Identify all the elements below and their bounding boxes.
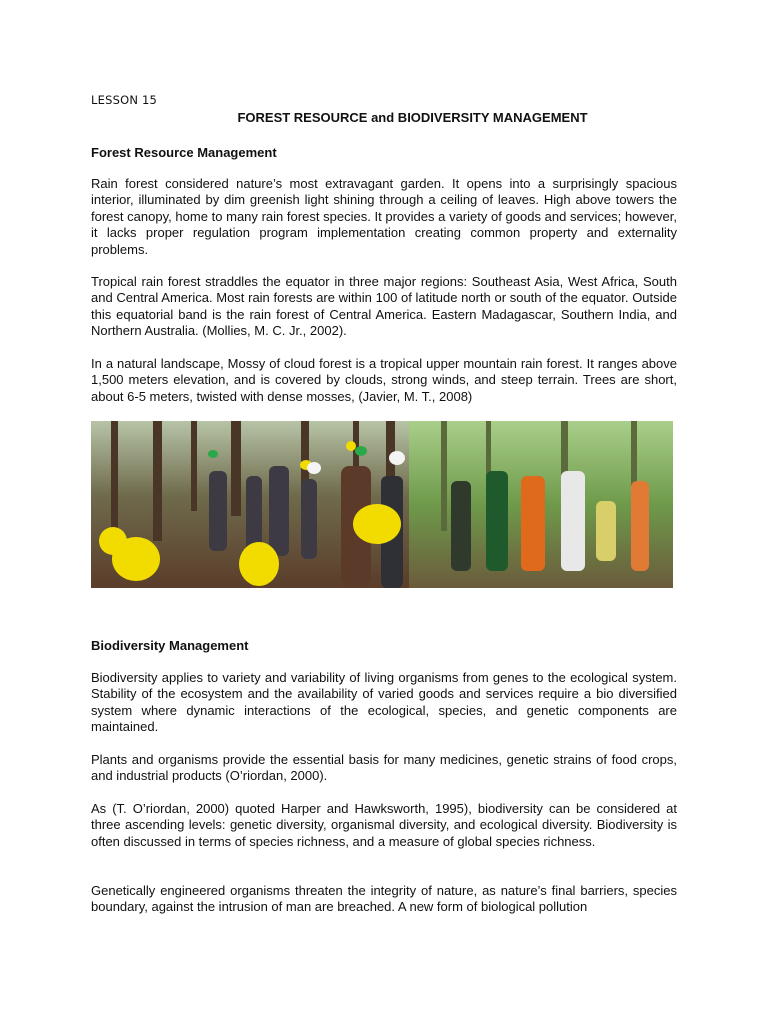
page-title: FOREST RESOURCE and BIODIVERSITY MANAGEMENT [237, 110, 588, 125]
paragraph-tropical: Tropical rain forest straddles the equator in three major regions: Southeast Asia, West Africa, South and Central America. Most rain forests are within 100 of latitude north or south of the equator. Outside this equatorial band is the rain forest of Central America. Eastern Madagascar, Southern India, and Northern Australia. (Mollies, M. C. Jr., 2002). [91, 274, 677, 339]
lesson-label: LESSON 15 [91, 93, 158, 107]
paragraph-three-levels: As (T. O’riordan, 2000) quoted Harper and Hawksworth, 1995), biodiversity can be considered at three ascending levels: genetic diversity, organismal diversity, and ecological diversity. Biodiversity is often discussed in terms of species richness, and a measure of global species richness. [91, 801, 677, 849]
paragraph-rain-forest: Rain forest considered nature’s most extravagant garden. It opens into a surprisingly spacious interior, illuminated by dim greenish light shining through a ceiling of leaves. High above towers the forest canopy, home to many rain forest species. It provides a variety of goods and services; however, it lacks proper regulation program implementation creating common property and externality problems. [91, 176, 677, 257]
paragraph-biodiversity-definition: Biodiversity applies to variety and variability of living organisms from genes to the ecological system. Stability of the ecosystem and the availability of varied goods and services require a bio diversified system where dynamic interactions of the ecological, species, and genetic components are maintained. [91, 670, 677, 735]
paragraph-mossy-forest: In a natural landscape, Mossy of cloud forest is a tropical upper mountain rain forest. It ranges above 1,500 meters elevation, and is covered by clouds, strong winds, and steep terrain. Trees are short, about 6-5 meters, twisted with dense mosses, (Javier, M. T., 2008) [91, 356, 677, 404]
paragraph-plants-organisms: Plants and organisms provide the essential basis for many medicines, genetic strains of food crops, and industrial products (O’riordan, 2000). [91, 752, 677, 784]
forest-photo [91, 421, 673, 588]
section-heading-biodiversity: Biodiversity Management [91, 638, 249, 653]
section-heading-forest: Forest Resource Management [91, 145, 277, 160]
paragraph-genetically-engineered: Genetically engineered organisms threaten the integrity of nature, as nature’s final barriers, species boundary, against the intrusion of man are breached. A new form of biological pollution [91, 883, 677, 915]
